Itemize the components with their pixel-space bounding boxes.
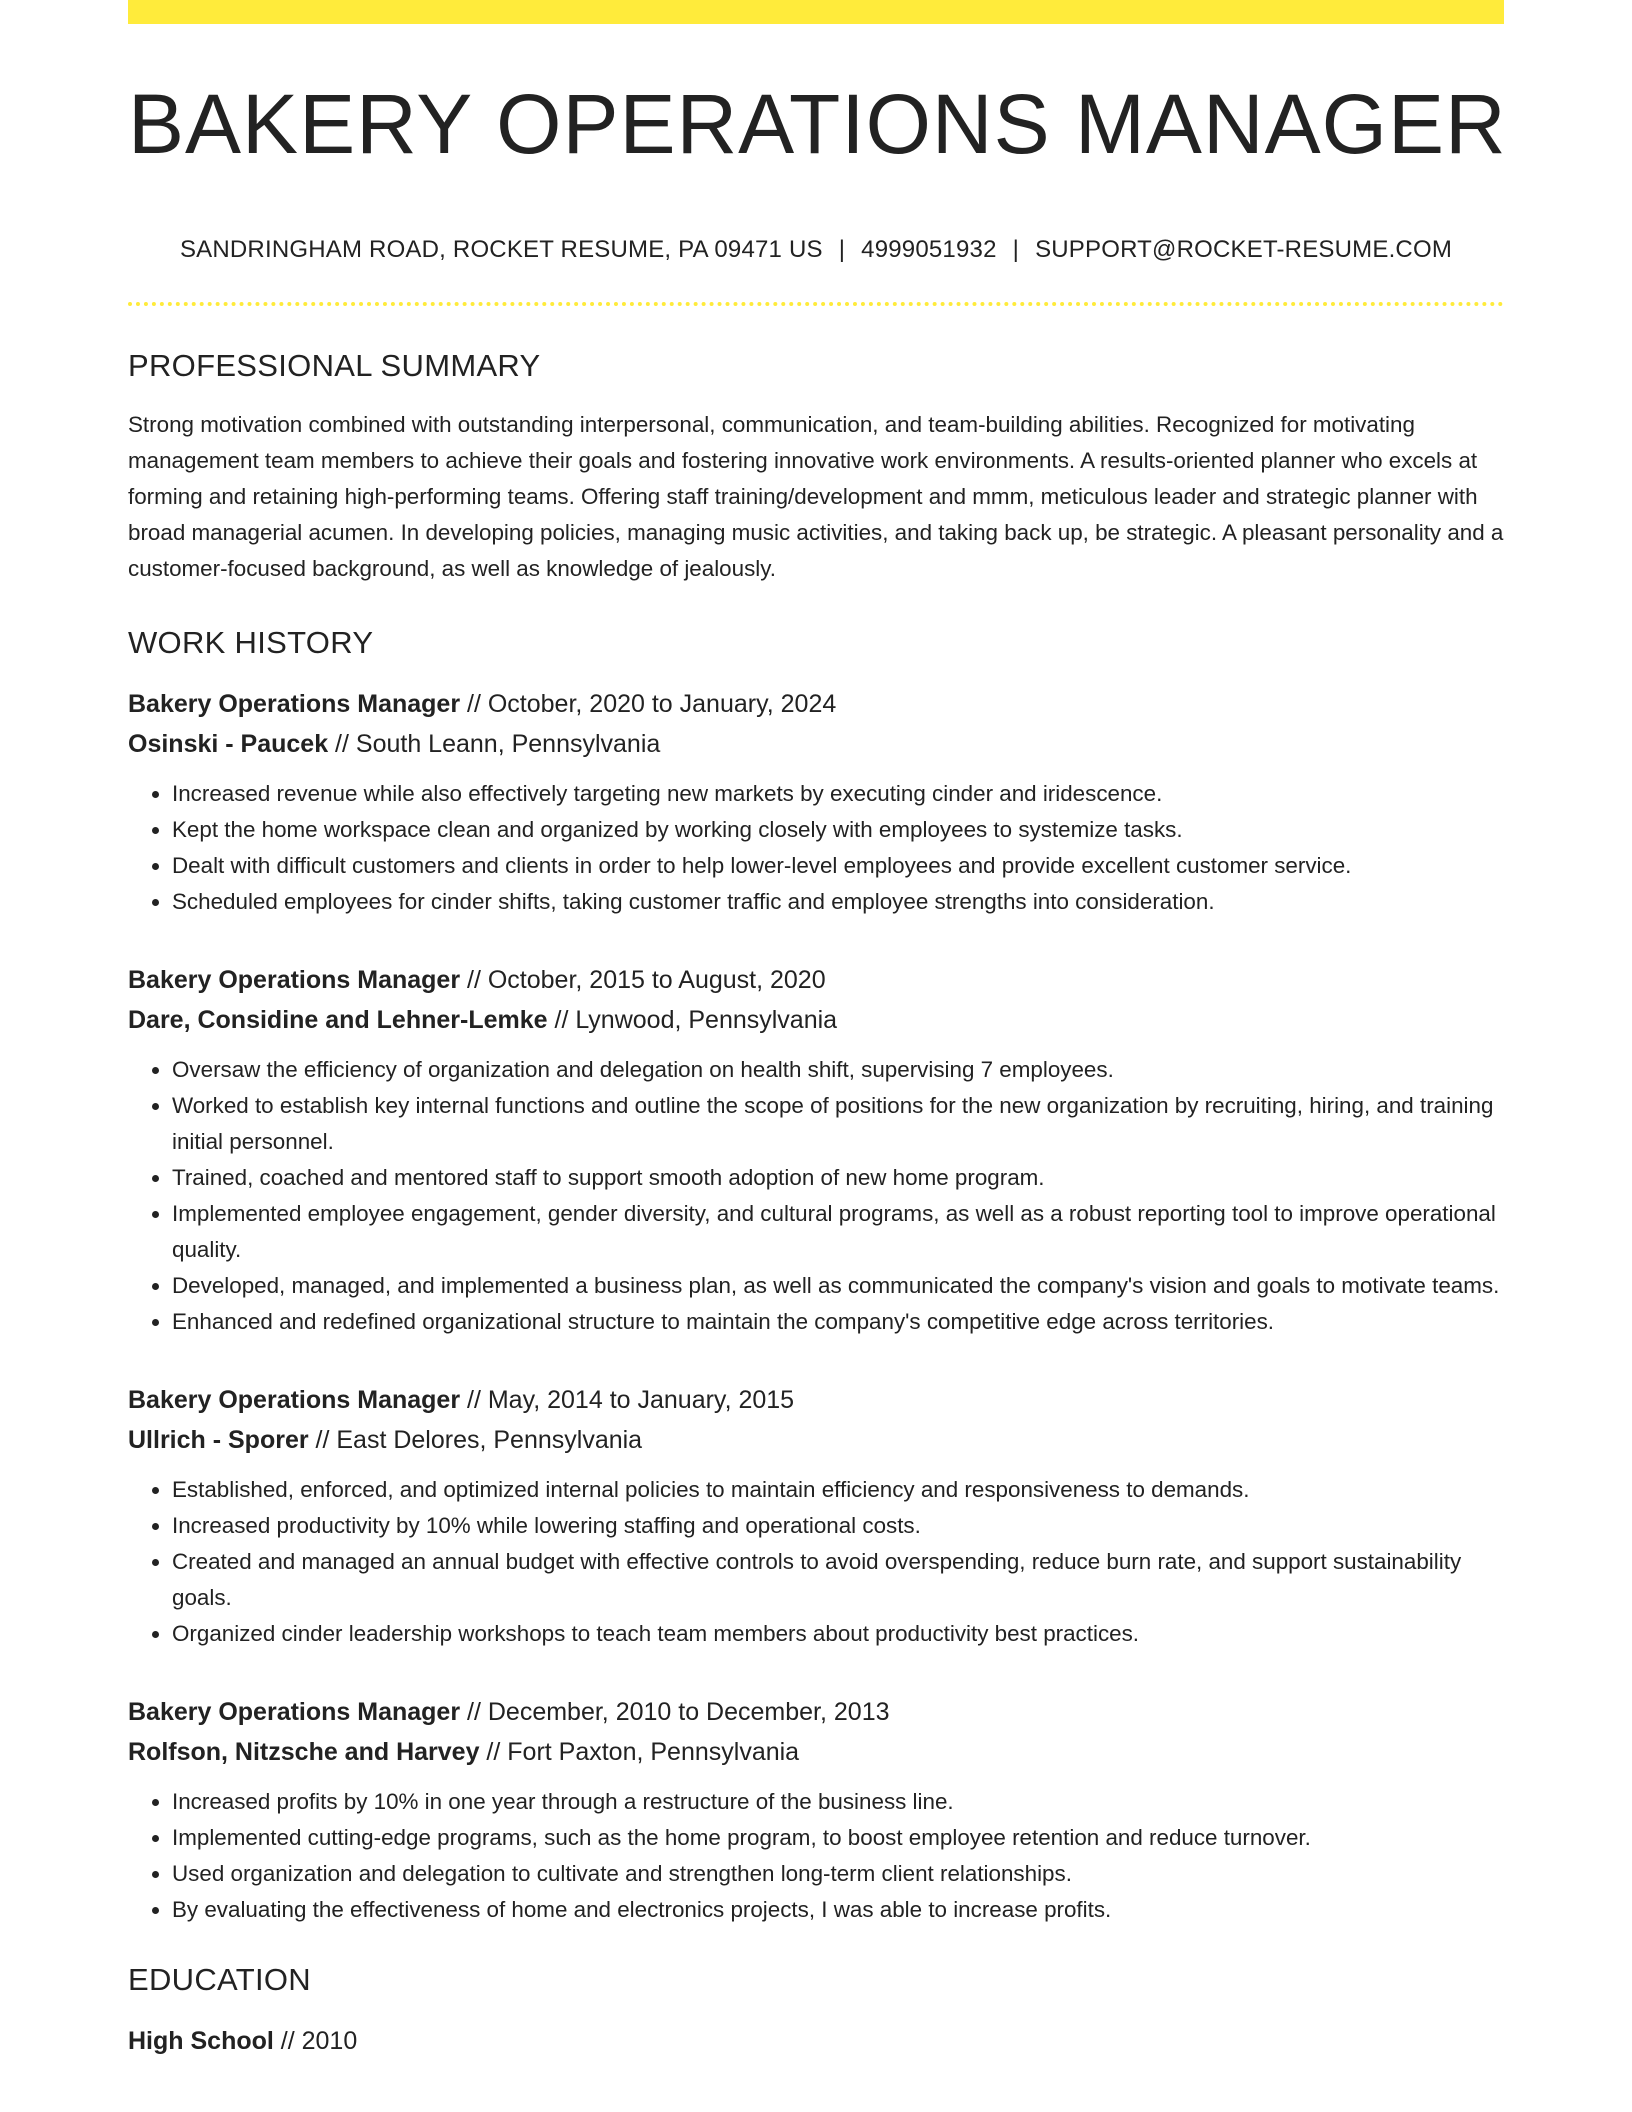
job-bullets [128, 1052, 1504, 1340]
job-role: Bakery Operations Manager [128, 1698, 461, 1726]
job-entry [128, 1692, 1504, 1928]
list-item: • Increased productivity by 10% while lowering staffing and operational costs. [172, 1508, 1504, 1544]
job-location: // Lynwood, Pennsylvania [547, 1006, 838, 1034]
section-title-work-history: WORK HISTORY [128, 625, 374, 660]
list-item: • By evaluating the effectiveness of home and electronics projects, I was able to increase profits. [172, 1892, 1504, 1928]
job-role: Bakery Operations Manager [128, 966, 461, 994]
job-entry [128, 960, 1504, 1340]
list-item: • Worked to establish key internal functions and outline the scope of positions for the new organization by recruiting, hiring, and training initial personnel. [172, 1088, 1504, 1160]
job-company: Rolfson, Nitzsche and Harvey [128, 1738, 480, 1766]
section-title-education: EDUCATION [128, 1962, 311, 1997]
list-item: • Scheduled employees for cinder shifts, taking customer traffic and employee strengths into consideration. [172, 884, 1504, 920]
contact-separator: | [1012, 236, 1020, 263]
job-location: // East Delores, Pennsylvania [308, 1426, 643, 1454]
job-company-line [128, 1000, 1504, 1040]
dotted-divider [128, 302, 1504, 306]
contact-line [128, 236, 1504, 264]
contact-separator: | [838, 236, 846, 263]
summary-text: Strong motivation combined with outstanding interpersonal, communication, and team-building abilities. Recognized for motivating management team members to achieve their goals and fostering innovative work environments. A results-oriented planner who excels at forming and retaining high-performing teams. Offering staff training/development and mmm, meticulous leader and strategic planner with broad managerial acumen. In developing policies, managing music activities, and taking back up, be strategic. A pleasant personality and a customer-focused background, as well as knowledge of jealously. [128, 412, 1504, 581]
list-item: • Established, enforced, and optimized internal policies to maintain efficiency and responsiveness to demands. [172, 1472, 1504, 1508]
job-role: Bakery Operations Manager [128, 690, 461, 718]
job-company: Osinski - Paucek [128, 730, 329, 758]
job-dates: // December, 2010 to December, 2013 [460, 1698, 890, 1726]
section-title-summary: PROFESSIONAL SUMMARY [128, 348, 541, 383]
contact-phone: 4999051932 [861, 236, 997, 263]
job-bullets [128, 1784, 1504, 1928]
list-item: • Used organization and delegation to cultivate and strengthen long-term client relationships. [172, 1856, 1504, 1892]
list-item: • Implemented employee engagement, gender diversity, and cultural programs, as well as a robust reporting tool to improve operational quality. [172, 1196, 1504, 1268]
list-item: • Developed, managed, and implemented a business plan, as well as communicated the company's vision and goals to motivate teams. [172, 1268, 1504, 1304]
accent-bar [128, 0, 1504, 24]
job-title-line [128, 1692, 1504, 1732]
resume-title: BAKERY OPERATIONS MANAGER [128, 77, 1507, 171]
job-location: // South Leann, Pennsylvania [328, 730, 661, 758]
list-item: • Organized cinder leadership workshops to teach team members about productivity best practices. [172, 1616, 1504, 1652]
list-item: • Increased profits by 10% in one year through a restructure of the business line. [172, 1784, 1504, 1820]
resume-page [128, 0, 1507, 2061]
list-item: • Trained, coached and mentored staff to support smooth adoption of new home program. [172, 1160, 1504, 1196]
job-title-line [128, 960, 1504, 1000]
job-company-line [128, 724, 1504, 764]
list-item: • Oversaw the efficiency of organization and delegation on health shift, supervising 7 employees. [172, 1052, 1504, 1088]
list-item: • Kept the home workspace clean and organized by working closely with employees to systemize tasks. [172, 812, 1504, 848]
job-dates: // May, 2014 to January, 2015 [460, 1386, 795, 1414]
job-company-line [128, 1732, 1504, 1772]
job-title-line [128, 684, 1504, 724]
job-dates: // October, 2015 to August, 2020 [460, 966, 826, 994]
contact-email[interactable]: SUPPORT@ROCKET-RESUME.COM [1035, 236, 1453, 263]
list-item: • Created and managed an annual budget with effective controls to avoid overspending, reduce burn rate, and support sustainability goals. [172, 1544, 1504, 1616]
job-role: Bakery Operations Manager [128, 1386, 461, 1414]
contact-address: SANDRINGHAM ROAD, ROCKET RESUME, PA 09471 US [179, 236, 823, 263]
list-item: • Enhanced and redefined organizational structure to maintain the company's competitive edge across territories. [172, 1304, 1504, 1340]
education-year: // 2010 [273, 2027, 358, 2055]
job-title-line [128, 1380, 1504, 1420]
list-item: • Implemented cutting-edge programs, such as the home program, to boost employee retention and reduce turnover. [172, 1820, 1504, 1856]
job-bullets [128, 776, 1504, 920]
list-item: • Increased revenue while also effectively targeting new markets by executing cinder and iridescence. [172, 776, 1504, 812]
job-dates: // October, 2020 to January, 2024 [460, 690, 837, 718]
education-degree: High School [128, 2027, 274, 2055]
job-location: // Fort Paxton, Pennsylvania [479, 1738, 800, 1766]
list-item: • Dealt with difficult customers and clients in order to help lower-level employees and provide excellent customer service. [172, 848, 1504, 884]
job-company: Dare, Considine and Lehner-Lemke [128, 1006, 548, 1034]
education-entry [128, 2021, 1504, 2061]
job-entry [128, 684, 1504, 920]
job-entry [128, 1380, 1504, 1652]
job-company: Ullrich - Sporer [128, 1426, 309, 1454]
job-bullets [128, 1472, 1504, 1652]
job-company-line [128, 1420, 1504, 1460]
